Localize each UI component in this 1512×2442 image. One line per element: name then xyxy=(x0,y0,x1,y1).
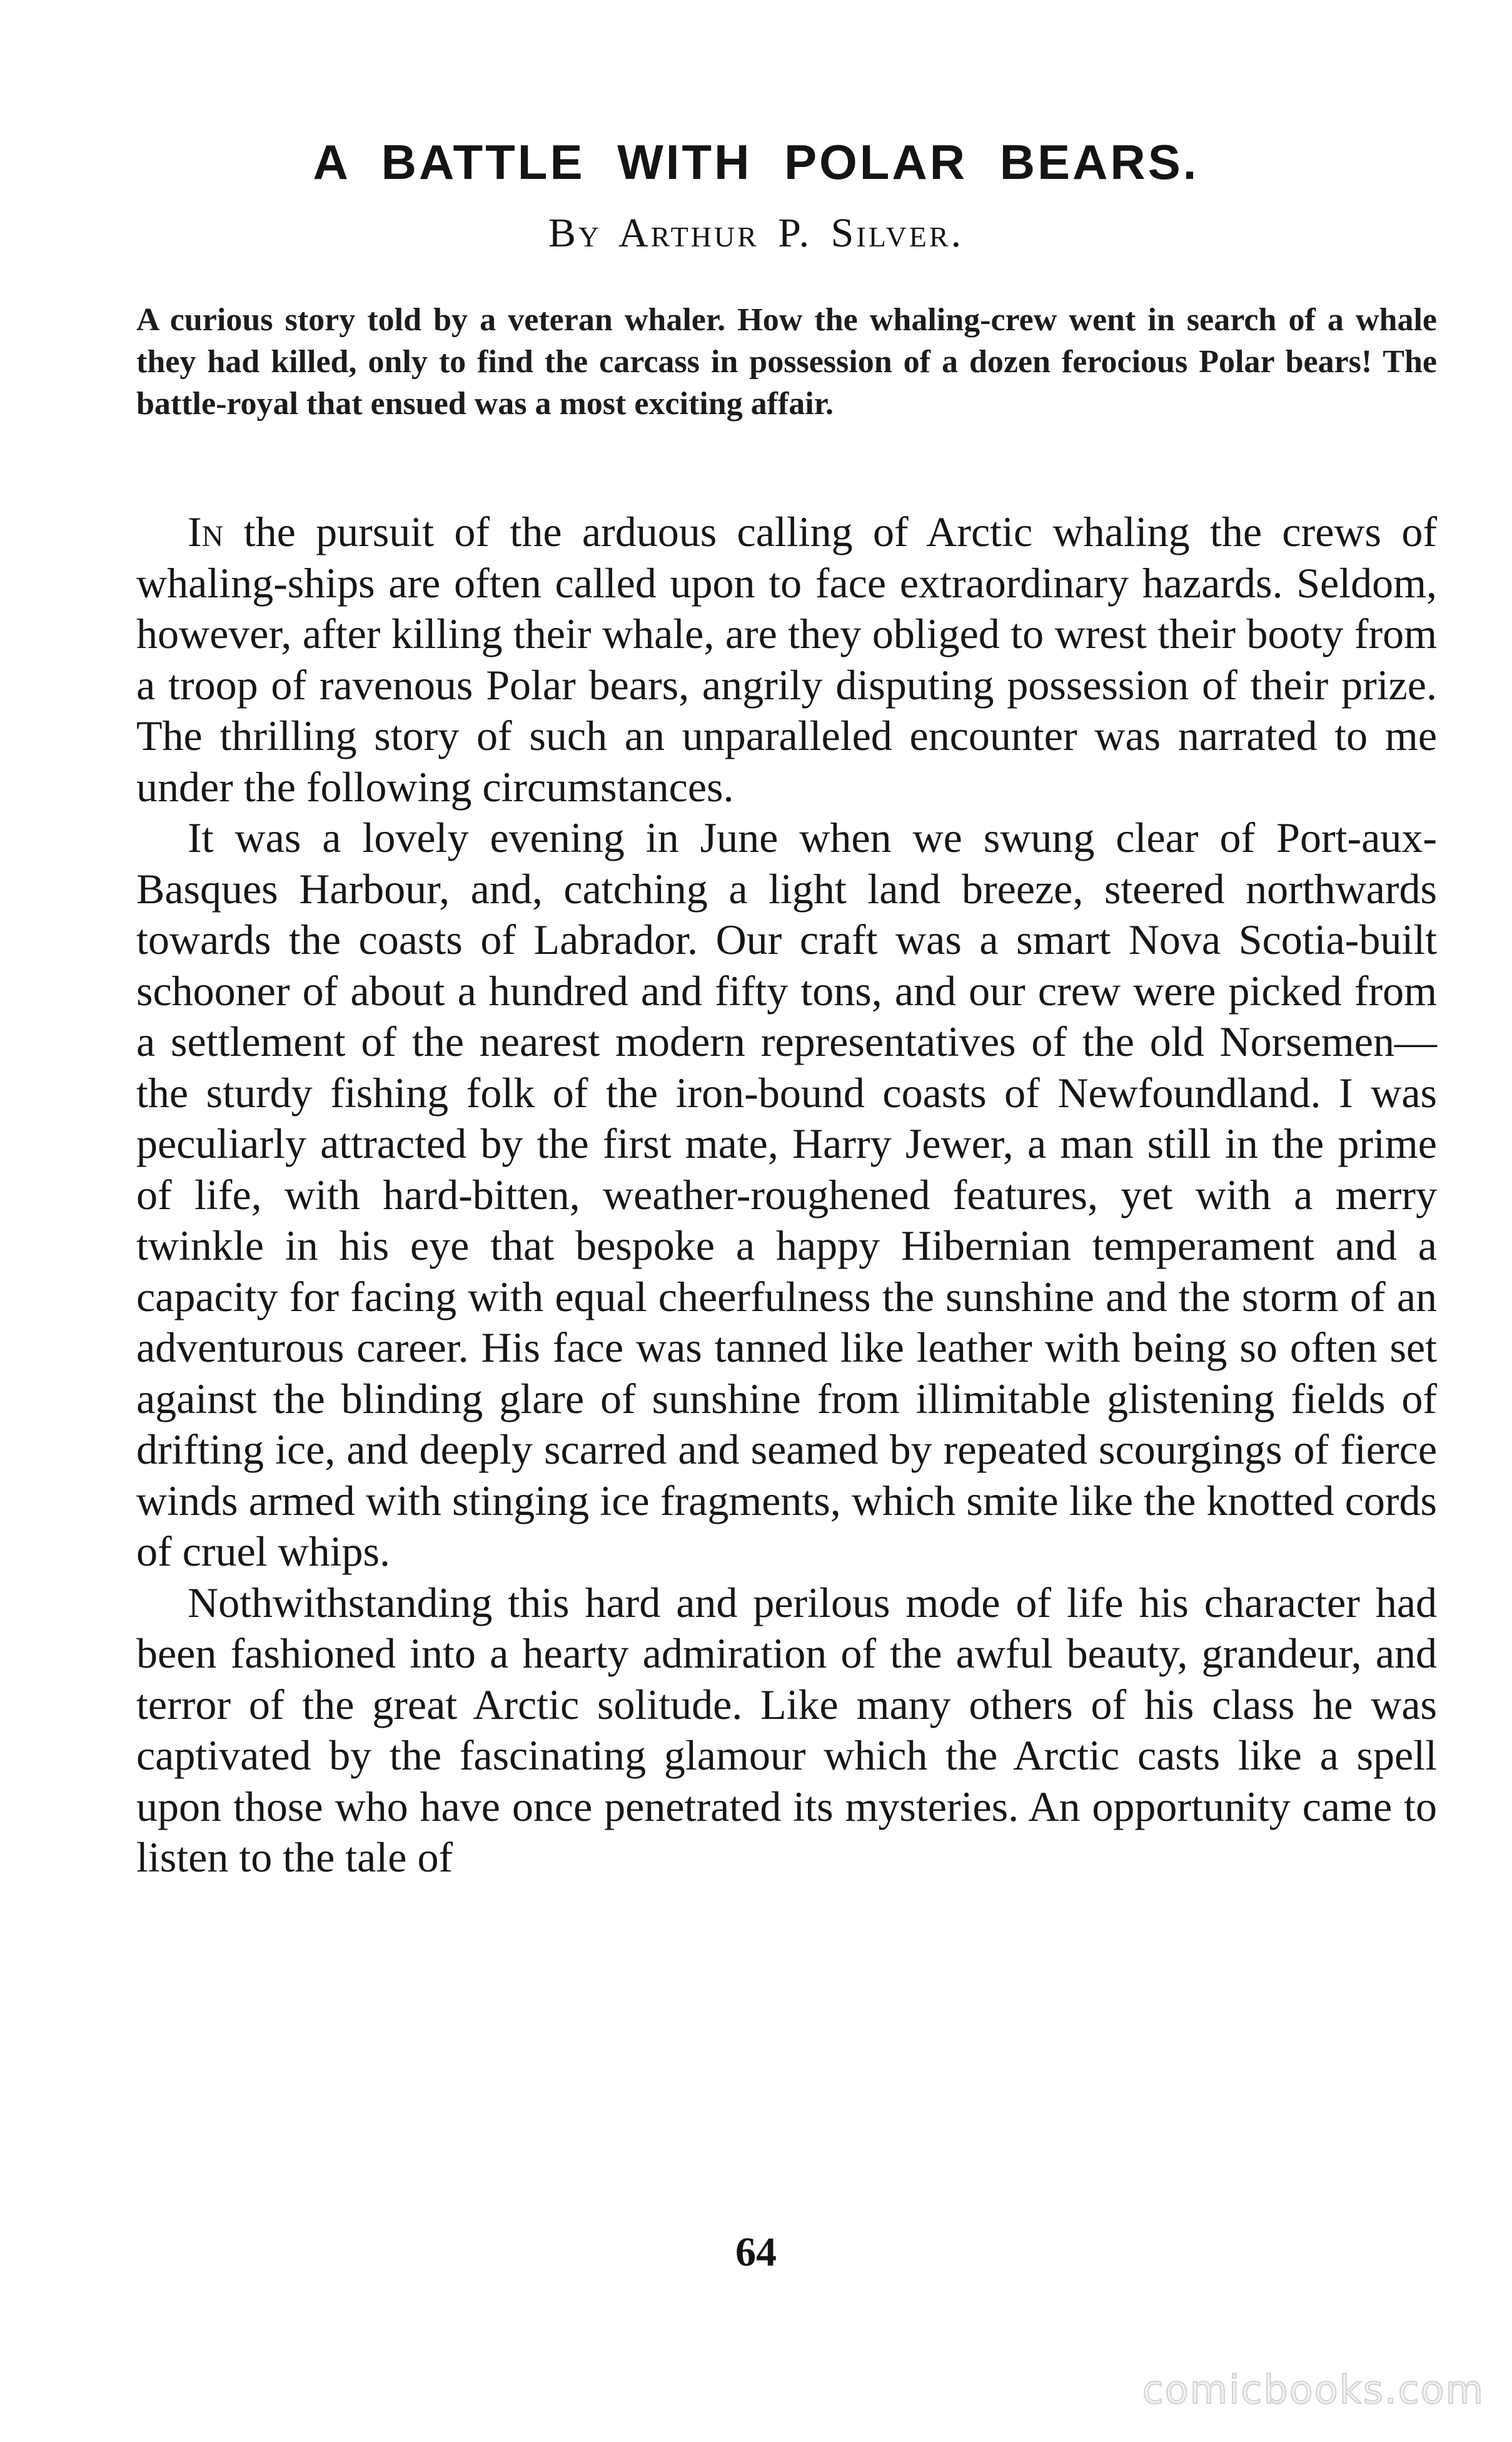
opening-word: In xyxy=(188,508,224,555)
article-summary: A curious story told by a veteran whaler. How the whaling-crew went in search of a whale they had killed, only to find the carcass in possession of a dozen ferocious Polar bears! The battle-royal that ensued was a most exciting affair. xyxy=(136,302,1437,422)
body-paragraph: It was a lovely evening in June when we swung clear of Port-aux-Basques Harbour, and, catching a light land breeze, steered northwards towards the coasts of Labrador. Our craft was a smart Nova Scotia-built schooner of about a hundred and fifty tons, and our crew were picked from a settlement of the nearest modern representatives of the old Norsemen—the sturdy fishing folk of the iron-bound coasts of Newfoundland. I was peculiarly attracted by the first mate, Harry Jewer, a man still in the prime of life, with hard-bitten, weather-roughened features, yet with a merry twinkle in his eye that bespoke a happy Hibernian temperament and a capacity for facing with equal cheerfulness the sunshine and the storm of an adventurous career. His face was tanned like leather with being so often set against the blinding glare of sunshine from illimitable glistening fields of drifting ice, and deeply scarred and seamed by repeated scourgings of fierce winds armed with stinging ice fragments, which smite like the knotted cords of cruel whips. xyxy=(136,814,1437,1575)
body-paragraph: Nothwithstanding this hard and perilous mode of life his character had been fashioned into a hearty admiration of the awful beauty, grandeur, and terror of the great Arctic solitude. Like many others of his class he was captivated by the fascinating glamour which the Arctic casts like a spell upon those who have once penetrated its mysteries. An opportunity came to listen to the tale of xyxy=(136,1578,1437,1881)
article-byline: By Arthur P. Silver. xyxy=(548,210,964,256)
page-number: 64 xyxy=(735,2229,777,2275)
body-paragraph xyxy=(136,507,1437,813)
article-body xyxy=(136,507,1437,1883)
watermark: comicbooks.com xyxy=(1142,2367,1484,2413)
paragraph-text: the pursuit of the arduous calling of Arctic whaling the crews of whaling-ships are often called upon to face extraordinary hazards. Seldom, however, after killing their whale, are they obliged to wrest their booty from a troop of ravenous Polar bears, angrily disputing possession of their prize. The thrilling story of such an unparalleled encounter was narrated to me under the following circumstances. xyxy=(136,508,1437,811)
article-title: A BATTLE WITH POLAR BEARS. xyxy=(313,134,1199,190)
